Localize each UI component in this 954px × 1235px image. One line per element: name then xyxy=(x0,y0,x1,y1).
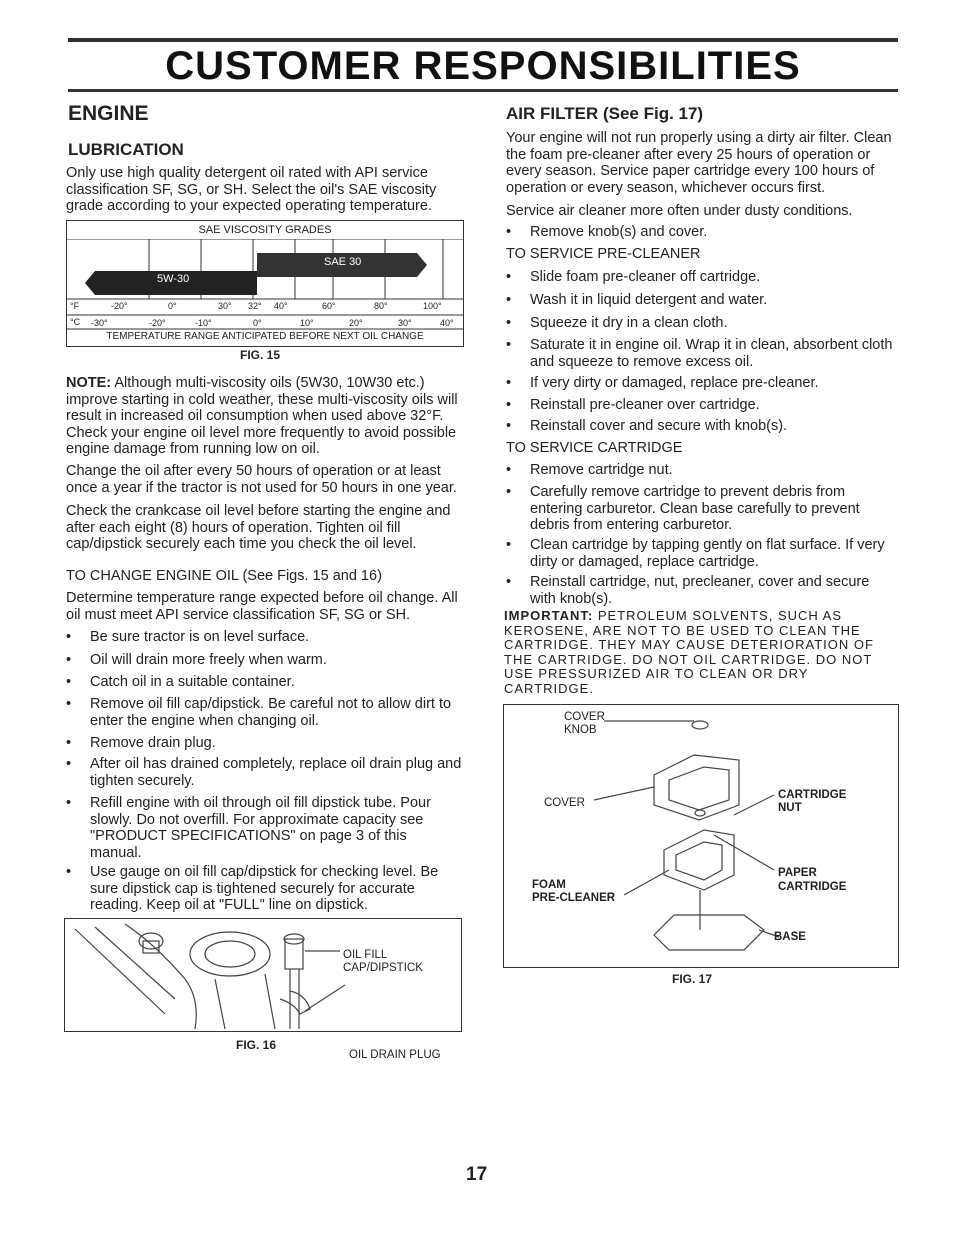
label-cartridge: CARTRIDGE xyxy=(778,789,847,801)
air-filter-heading: AIR FILTER (See Fig. 17) xyxy=(506,104,704,123)
oil-fill-illustration xyxy=(65,919,461,1031)
label-cover-2: COVER xyxy=(544,797,585,809)
lubrication-paragraph: Only use high quality detergent oil rated with API service classification SF, SG, or SH. Select the oil's SAE viscosity grade according to your expected operating temperature. xyxy=(66,165,437,214)
c-unit: °C xyxy=(70,317,81,327)
change-oil-paragraph: Change the oil after every 50 hours of operation or at least once a year if the tractor is not used for 50 hours in one year. xyxy=(66,463,457,496)
label-foam: FOAM xyxy=(532,879,566,891)
fig15-caption: FIG. 15 xyxy=(240,348,281,362)
note-label: NOTE: xyxy=(66,375,112,391)
title-rule-bottom xyxy=(68,89,898,92)
c-tick: -20° xyxy=(149,318,166,328)
fig17-caption: FIG. 17 xyxy=(672,972,713,986)
label-knob: KNOB xyxy=(564,724,597,736)
chart-header: SAE VISCOSITY GRADES xyxy=(198,224,332,236)
f-tick: 100° xyxy=(423,301,442,311)
to-change-heading: TO CHANGE ENGINE OIL (See Figs. 15 and 16) xyxy=(66,568,382,584)
bar-label-sae30: SAE 30 xyxy=(324,256,362,268)
c-tick: 20° xyxy=(349,318,363,328)
fig17-box xyxy=(503,704,899,968)
page-number: 17 xyxy=(466,1164,488,1185)
note-paragraph xyxy=(66,375,462,458)
important-paragraph xyxy=(504,609,896,696)
c-tick: -10° xyxy=(195,318,212,328)
c-tick: 10° xyxy=(300,318,314,328)
important-label: IMPORTANT: xyxy=(504,608,594,623)
f-tick: 0° xyxy=(168,301,177,311)
c-tick: 30° xyxy=(398,318,412,328)
label-oil-fill: OIL FILL xyxy=(343,949,388,961)
label-paper: PAPER xyxy=(778,867,817,879)
c-tick: 0° xyxy=(253,318,262,328)
viscosity-chart xyxy=(66,220,464,347)
air-filter-paragraph: Your engine will not run properly using a dirty air filter. Clean the foam pre-cleaner after every 25 hours of operation or every season. Service paper cartridge every 100 hours of operation or every season, whichever occurs first. xyxy=(506,130,892,196)
label-oil-drain-plug: OIL DRAIN PLUG xyxy=(349,1049,441,1061)
page-title: CUSTOMER RESPONSIBILITIES xyxy=(165,44,801,88)
label-cap-dipstick: CAP/DIPSTICK xyxy=(343,962,423,974)
f-tick: 32° xyxy=(248,301,262,311)
fig16-caption: FIG. 16 xyxy=(236,1038,277,1052)
air-filter-illustration xyxy=(504,705,898,967)
service-more-paragraph: Service air cleaner more often under dusty conditions. xyxy=(506,203,853,219)
label-pre-cleaner: PRE-CLEANER xyxy=(532,892,616,904)
chart-footer: TEMPERATURE RANGE ANTICIPATED BEFORE NEXT OIL CHANGE xyxy=(106,331,424,342)
f-tick: 40° xyxy=(274,301,288,311)
f-tick: 30° xyxy=(218,301,232,311)
label-paper-cartridge: CARTRIDGE xyxy=(778,881,847,893)
check-oil-paragraph: Check the crankcase oil level before starting the engine and after each eight (8) hours of operation. Tighten oil fill cap/dipstick securely each time you check the oil level. xyxy=(66,503,451,552)
subsection-heading-lubrication: LUBRICATION xyxy=(68,140,184,159)
determine-paragraph: Determine temperature range expected before oil change. All oil must meet API service classification SF, SG or SH. xyxy=(66,590,458,623)
label-nut: NUT xyxy=(778,802,802,814)
f-tick: 60° xyxy=(322,301,336,311)
label-cover: COVER xyxy=(564,711,605,723)
note-text: Although multi-viscosity oils (5W30, 10W30 etc.) improve starting in cold weather, these multi-viscosity oils will result in increased oil consumption when used above 32°F. Check your engine oil level more frequently to avoid possible engine damage from running low on oil. xyxy=(66,375,458,457)
label-base: BASE xyxy=(774,931,806,943)
f-tick: -20° xyxy=(111,301,128,311)
important-text: PETROLEUM SOLVENTS, SUCH AS KEROSENE, ARE NOT TO BE USED TO CLEAN THE CARTRIDGE. THEY MAY CAUSE DETERIORATION OF THE CARTRIDGE. DO NOT OIL CARTRIDGE. DO NOT USE PRESSURIZED AIR TO CLEAN OR DRY CARTRIDGE. xyxy=(504,608,874,696)
c-tick: -30° xyxy=(91,318,108,328)
cartridge-heading: TO SERVICE CARTRIDGE xyxy=(506,440,683,456)
section-heading-engine: ENGINE xyxy=(68,102,149,125)
pre-cleaner-heading: TO SERVICE PRE-CLEANER xyxy=(506,246,701,262)
bar-label-5w30: 5W-30 xyxy=(157,273,190,285)
f-tick: 80° xyxy=(374,301,388,311)
c-tick: 40° xyxy=(440,318,454,328)
chart-graphic xyxy=(67,239,463,346)
f-unit: °F xyxy=(70,301,80,311)
